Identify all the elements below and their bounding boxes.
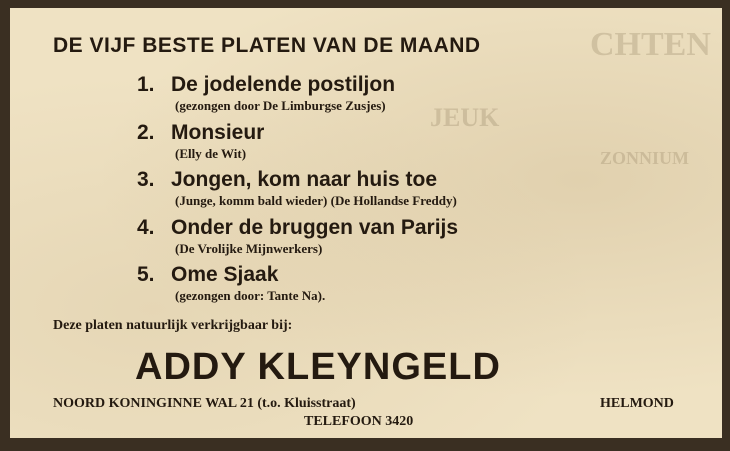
record-number: 2. (137, 120, 155, 144)
record-number: 1. (137, 73, 155, 96)
record-entry (137, 215, 657, 263)
record-entry (137, 167, 657, 215)
record-entry (137, 120, 657, 168)
record-entry (137, 72, 657, 120)
shop-phone: TELEFOON 3420 (304, 414, 414, 429)
record-title: Monsieur (171, 120, 265, 144)
record-credit: (Elly de Wit) (175, 145, 247, 161)
record-list (137, 72, 657, 310)
record-title: Ome Sjaak (171, 263, 279, 286)
record-title: Jongen, kom naar huis toe (171, 168, 438, 191)
record-advertisement (40, 28, 700, 438)
shop-address: NOORD KONINGINNE WAL 21 (t.o. Kluisstraat) (53, 396, 356, 411)
shop-name: ADDY KLEYNGELD (135, 346, 501, 388)
bleed-through-text: CHTEN (590, 26, 711, 63)
record-credit: (gezongen door: Tante Na). (175, 288, 326, 303)
newspaper-page (10, 8, 722, 438)
bleed-through-text: ZONNIUM (600, 148, 689, 168)
bleed-through-text: JEUK (430, 103, 500, 132)
availability-note: Deze platen natuurlijk verkrijgbaar bij: (53, 318, 293, 333)
record-credit: (De Vrolijke Mijnwerkers) (175, 240, 323, 256)
ad-headline: DE VIJF BESTE PLATEN VAN DE MAAND (53, 34, 481, 57)
record-entry (137, 262, 657, 310)
record-credit: (Junge, komm bald wieder) (De Hollandse Freddy) (175, 193, 457, 208)
record-number: 5. (137, 263, 155, 286)
record-number: 3. (137, 168, 155, 191)
record-title: De jodelende postiljon (171, 73, 396, 96)
record-title: Onder de bruggen van Parijs (171, 215, 459, 239)
record-credit: (gezongen door De Limburgse Zusjes) (175, 98, 386, 113)
record-number: 4. (137, 215, 155, 239)
shop-city: HELMOND (600, 396, 674, 411)
